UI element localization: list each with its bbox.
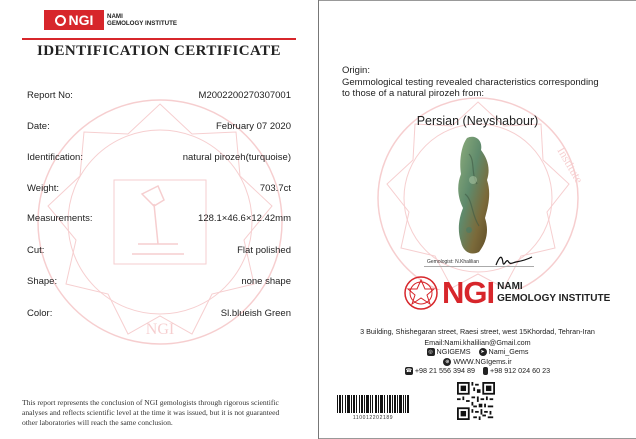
- qr-code[interactable]: [457, 382, 495, 420]
- turquoise-stone-image: [453, 134, 493, 256]
- telegram-icon: ➤: [480, 349, 485, 356]
- big-logo-name-line1: NAMI: [497, 281, 523, 292]
- disclaimer-line: This report represents the conclusion of NGI gemologists through rigorous scientific: [22, 398, 279, 407]
- instagram-item[interactable]: [427, 347, 471, 356]
- field-label: Cut:: [27, 245, 45, 256]
- field-label: Identification:: [27, 152, 83, 163]
- website-item[interactable]: [443, 357, 511, 366]
- telegram-item[interactable]: [479, 347, 529, 356]
- phone-number: +98 21 556 394 89: [414, 366, 475, 375]
- field-label: Color:: [27, 308, 53, 319]
- field-label: Weight:: [27, 183, 60, 194]
- barcode-image: [337, 395, 409, 413]
- telegram-handle: Nami_Gems: [488, 347, 529, 356]
- left-logo: [44, 10, 177, 30]
- logo-name-line2: GEMOLOGY INSTITUTE: [107, 20, 178, 27]
- watermark-left-bottom-text: NGI: [145, 321, 175, 338]
- field-value: 703.7ct: [259, 183, 291, 194]
- big-logo-name: [497, 281, 610, 305]
- field-label: Date:: [27, 121, 50, 132]
- globe-icon: ⊕: [445, 359, 450, 366]
- field-value: natural pirozeh(turquoise): [182, 152, 291, 163]
- big-logo-text: NGI: [442, 275, 495, 310]
- field-value: none shape: [241, 276, 291, 287]
- logo-box: [44, 10, 104, 30]
- big-logo-name-line2: GEMOLOGY INSTITUTE: [497, 293, 611, 304]
- contact-social: [319, 347, 636, 356]
- phone-item[interactable]: [405, 366, 475, 375]
- field-label: Report No:: [27, 90, 73, 101]
- watermark-right-text: Institute: [554, 144, 587, 186]
- ngi-emblem-icon: [404, 276, 438, 310]
- logo-name: [107, 13, 177, 27]
- field-label: Shape:: [27, 276, 58, 287]
- origin-text: [342, 77, 612, 99]
- instagram-icon: ◎: [428, 349, 433, 356]
- logo-text: NGI: [68, 12, 94, 28]
- field-value: Flat polished: [237, 245, 291, 256]
- logo-name-line1: NAMI: [107, 13, 123, 20]
- phone-icon: ☎: [405, 368, 412, 375]
- right-logo: [404, 276, 610, 310]
- disclaimer: [22, 398, 300, 428]
- signature-line: [424, 266, 534, 267]
- title-rule: [22, 38, 296, 40]
- emblem-icon: [55, 15, 66, 26]
- instagram-handle: NGIGEMS: [436, 347, 471, 356]
- origin-heading: Origin:: [342, 65, 370, 76]
- field-label: Measurements:: [27, 213, 93, 224]
- contact-web-row: [319, 357, 636, 366]
- field-value: 128.1×46.6×12.42mm: [198, 213, 291, 224]
- certificate-title: IDENTIFICATION CERTIFICATE: [37, 43, 281, 59]
- barcode-number: 110012202189: [352, 415, 394, 421]
- field-value: M2002200270307001: [198, 90, 291, 101]
- mobile-icon: [483, 367, 488, 375]
- mobile-item[interactable]: [483, 366, 550, 375]
- website-link: WWW.NGIgems.ir: [453, 357, 512, 366]
- origin-name: Persian (Neyshabour): [416, 114, 539, 128]
- origin-text-line: to those of a natural pirozeh from:: [342, 88, 485, 99]
- origin-text-line: Gemmological testing revealed characteristics corresponding: [342, 77, 599, 88]
- disclaimer-line: other laboratories will reach the same conclusion.: [22, 418, 173, 427]
- gemologist-name: Gemologist: N.Khalilian: [427, 259, 479, 265]
- field-value: February 07 2020: [216, 121, 291, 132]
- contact-phone-row: [319, 366, 636, 375]
- contact-email[interactable]: Email:Nami.khalilian@Gmail.com: [424, 338, 531, 347]
- mobile-number: +98 912 024 60 23: [490, 366, 551, 375]
- contact-address: 3 Building, Shishegaran street, Raesi street, west 15Khordad, Tehran-Iran: [360, 327, 595, 336]
- field-value: Sl.blueish Green: [220, 308, 291, 319]
- disclaimer-line: analyses and reflects scientific level at the time it was issued, but it is not guaranteed: [22, 408, 280, 417]
